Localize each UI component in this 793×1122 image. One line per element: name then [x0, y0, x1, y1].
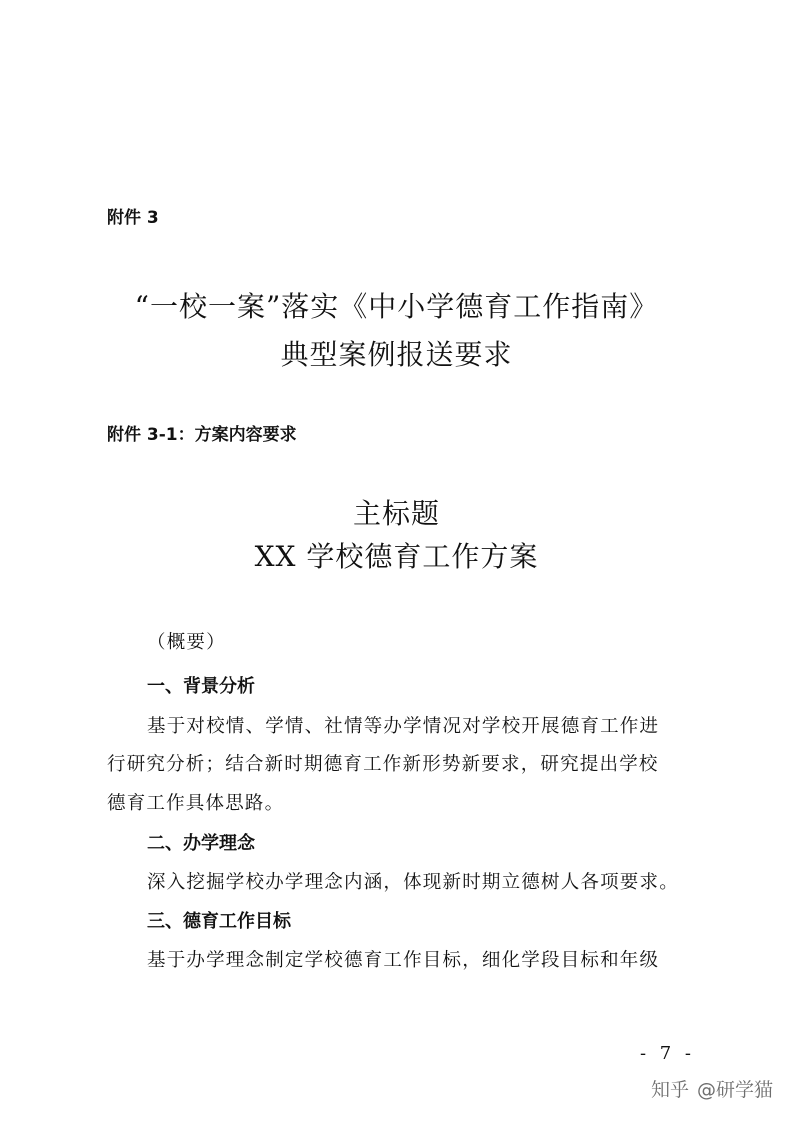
paragraph-line: 基于对校情、学情、社情等办学情况对学校开展德育工作进 [147, 716, 660, 737]
attachment-label: 附件 3 [107, 208, 159, 228]
section-heading-goals: 三、德育工作目标 [147, 911, 291, 932]
paragraph-line: 德育工作具体思路。 [107, 793, 285, 814]
document-title-line-2: 典型案例报送要求 [280, 338, 513, 371]
watermark [651, 1075, 773, 1102]
section-heading-philosophy: 二、办学理念 [147, 833, 255, 854]
main-title-line-2: XX 学校德育工作方案 [254, 540, 539, 573]
section-heading-background: 一、背景分析 [147, 676, 255, 697]
watermark-author: @研学猫 [696, 1079, 773, 1101]
paragraph-line: 深入挖掘学校办学理念内涵，体现新时期立德树人各项要求。 [147, 872, 679, 893]
watermark-site: 知乎 [650, 1079, 689, 1101]
paragraph-line: 基于办学理念制定学校德育工作目标，细化学段目标和年级 [147, 950, 660, 971]
document-title-line-1: “一校一案”落实《中小学德育工作指南》 [134, 290, 659, 323]
sub-attachment-label: 附件 3-1：方案内容要求 [107, 425, 297, 445]
summary-label: （概要） [147, 632, 226, 653]
paragraph-line: 行研究分析；结合新时期德育工作新形势新要求，研究提出学校 [107, 754, 659, 775]
main-title-line-1: 主标题 [352, 497, 440, 530]
page-number: - 7 - [639, 1043, 695, 1064]
